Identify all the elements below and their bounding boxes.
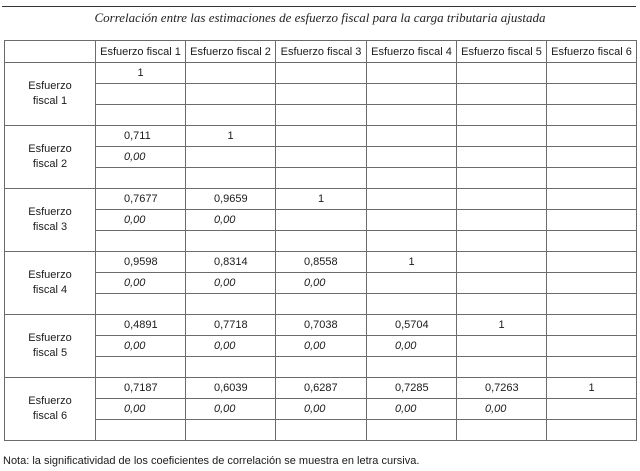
significance-cell	[186, 399, 276, 420]
coefficient-value: 0,4891	[124, 319, 158, 331]
significance-cell	[276, 399, 367, 420]
coefficient-cell	[96, 126, 186, 147]
empty-cell	[276, 231, 367, 252]
coefficient-row	[5, 189, 637, 210]
spacer-row	[5, 105, 637, 126]
empty-cell	[457, 357, 547, 378]
empty-cell	[186, 294, 276, 315]
empty-cell	[547, 105, 637, 126]
header-row	[5, 41, 637, 63]
column-header: Esfuerzo fiscal 2	[186, 41, 276, 63]
empty-cell	[457, 294, 547, 315]
coefficient-cell	[547, 252, 637, 273]
empty-cell	[457, 105, 547, 126]
empty-cell	[186, 168, 276, 189]
empty-cell	[457, 168, 547, 189]
significance-cell	[96, 147, 186, 168]
coefficient-cell	[547, 126, 637, 147]
row-header	[5, 126, 96, 189]
empty-cell	[276, 105, 367, 126]
significance-cell	[186, 273, 276, 294]
row-header-line: Esfuerzo	[28, 395, 72, 407]
row-header-line: Esfuerzo	[28, 80, 72, 92]
empty-cell	[276, 420, 367, 441]
empty-cell	[96, 294, 186, 315]
significance-cell	[547, 210, 637, 231]
significance-row	[5, 210, 637, 231]
significance-cell	[367, 273, 457, 294]
empty-cell	[367, 294, 457, 315]
coefficient-value: 0,7187	[124, 382, 158, 394]
coefficient-row	[5, 63, 637, 84]
significance-cell	[547, 336, 637, 357]
significance-cell	[186, 84, 276, 105]
coefficient-value: 1	[227, 130, 234, 142]
significance-cell	[367, 147, 457, 168]
significance-row	[5, 147, 637, 168]
significance-cell	[367, 84, 457, 105]
spacer-row	[5, 294, 637, 315]
row-header-line: Esfuerzo	[28, 143, 72, 155]
corner-cell	[5, 41, 96, 63]
empty-cell	[186, 105, 276, 126]
significance-cell	[457, 273, 547, 294]
coefficient-value: 0,7677	[124, 193, 158, 205]
coefficient-row	[5, 252, 637, 273]
column-header: Esfuerzo fiscal 6	[547, 41, 637, 63]
coefficient-value: 0,7263	[485, 382, 519, 394]
empty-cell	[186, 231, 276, 252]
coefficient-value: 0,8558	[304, 256, 338, 268]
empty-cell	[276, 168, 367, 189]
row-header-line: fiscal 3	[32, 221, 68, 233]
significance-value: 0,00	[304, 340, 326, 352]
significance-cell	[186, 210, 276, 231]
empty-cell	[367, 357, 457, 378]
significance-cell	[96, 273, 186, 294]
significance-value: 0,00	[124, 151, 146, 163]
column-header: Esfuerzo fiscal 1	[96, 41, 186, 63]
row-header-line: Esfuerzo	[28, 332, 72, 344]
significance-value: 0,00	[485, 403, 507, 415]
significance-value: 0,00	[124, 277, 146, 289]
coefficient-row	[5, 378, 637, 399]
coefficient-cell	[547, 315, 637, 336]
coefficient-cell	[367, 315, 457, 336]
empty-cell	[457, 231, 547, 252]
significance-row	[5, 84, 637, 105]
coefficient-value: 0,6039	[214, 382, 248, 394]
coefficient-cell	[367, 252, 457, 273]
empty-cell	[96, 420, 186, 441]
significance-value: 0,00	[124, 214, 146, 226]
significance-cell	[276, 84, 367, 105]
empty-cell	[276, 294, 367, 315]
significance-cell	[547, 84, 637, 105]
coefficient-cell	[367, 63, 457, 84]
significance-cell	[276, 336, 367, 357]
coefficient-cell	[547, 378, 637, 399]
row-header-line: fiscal 1	[32, 95, 68, 107]
significance-cell	[186, 336, 276, 357]
significance-value: 0,00	[214, 403, 236, 415]
coefficient-value: 0,6287	[304, 382, 338, 394]
significance-value: 0,00	[214, 277, 236, 289]
coefficient-value: 0,9598	[124, 256, 158, 268]
empty-cell	[367, 231, 457, 252]
significance-cell	[457, 210, 547, 231]
coefficient-cell	[457, 378, 547, 399]
significance-cell	[96, 336, 186, 357]
coefficient-cell	[276, 252, 367, 273]
coefficient-value: 1	[498, 319, 505, 331]
empty-cell	[367, 420, 457, 441]
coefficient-cell	[186, 252, 276, 273]
row-header	[5, 63, 96, 126]
significance-cell	[367, 336, 457, 357]
coefficient-cell	[276, 126, 367, 147]
coefficient-cell	[186, 378, 276, 399]
coefficient-value: 1	[588, 382, 595, 394]
spacer-row	[5, 231, 637, 252]
coefficient-cell	[457, 126, 547, 147]
significance-cell	[457, 399, 547, 420]
row-header	[5, 378, 96, 441]
coefficient-cell	[457, 315, 547, 336]
empty-cell	[547, 168, 637, 189]
significance-value: 0,00	[304, 277, 326, 289]
column-header: Esfuerzo fiscal 5	[457, 41, 547, 63]
coefficient-cell	[96, 63, 186, 84]
significance-cell	[457, 147, 547, 168]
row-header-line: Esfuerzo	[28, 206, 72, 218]
significance-cell	[276, 210, 367, 231]
row-header-line: fiscal 2	[32, 158, 68, 170]
coefficient-cell	[276, 63, 367, 84]
spacer-row	[5, 168, 637, 189]
significance-value: 0,00	[395, 340, 417, 352]
coefficient-value: 0,7718	[214, 319, 248, 331]
empty-cell	[367, 168, 457, 189]
row-header-line: fiscal 5	[32, 347, 68, 359]
significance-row	[5, 399, 637, 420]
coefficient-value: 0,7038	[304, 319, 338, 331]
column-header: Esfuerzo fiscal 4	[367, 41, 457, 63]
coefficient-value: 0,9659	[214, 193, 248, 205]
significance-cell	[96, 210, 186, 231]
coefficient-row	[5, 315, 637, 336]
coefficient-cell	[96, 315, 186, 336]
significance-value: 0,00	[214, 214, 236, 226]
spacer-row	[5, 420, 637, 441]
significance-cell	[457, 336, 547, 357]
row-header	[5, 252, 96, 315]
coefficient-value: 0,8314	[214, 256, 248, 268]
coefficient-cell	[547, 63, 637, 84]
coefficient-cell	[186, 126, 276, 147]
significance-cell	[186, 147, 276, 168]
empty-cell	[547, 231, 637, 252]
significance-value: 0,00	[214, 340, 236, 352]
coefficient-value: 1	[408, 256, 415, 268]
coefficient-cell	[186, 189, 276, 210]
footnote: Nota: la significatividad de los coeficientes de correlación se muestra en letra cursiva.	[3, 455, 420, 467]
significance-cell	[96, 399, 186, 420]
top-rule	[2, 6, 636, 7]
empty-cell	[276, 357, 367, 378]
significance-row	[5, 336, 637, 357]
coefficient-value: 1	[317, 193, 325, 205]
significance-value: 0,00	[395, 403, 417, 415]
coefficient-cell	[457, 189, 547, 210]
significance-cell	[457, 84, 547, 105]
empty-cell	[186, 420, 276, 441]
significance-cell	[276, 273, 367, 294]
coefficient-cell	[96, 252, 186, 273]
row-header-line: fiscal 4	[32, 284, 68, 296]
row-header-line: Esfuerzo	[28, 269, 72, 281]
significance-cell	[96, 84, 186, 105]
coefficient-cell	[457, 252, 547, 273]
row-header	[5, 189, 96, 252]
empty-cell	[96, 168, 186, 189]
column-header: Esfuerzo fiscal 3	[276, 41, 367, 63]
coefficient-value: 1	[137, 67, 144, 79]
coefficient-cell	[367, 126, 457, 147]
empty-cell	[457, 420, 547, 441]
significance-cell	[547, 399, 637, 420]
significance-cell	[547, 273, 637, 294]
coefficient-cell	[276, 189, 367, 210]
empty-cell	[547, 357, 637, 378]
coefficient-cell	[96, 378, 186, 399]
coefficient-cell	[186, 63, 276, 84]
significance-cell	[367, 399, 457, 420]
empty-cell	[547, 294, 637, 315]
coefficient-cell	[547, 189, 637, 210]
coefficient-cell	[276, 378, 367, 399]
correlation-table	[4, 40, 637, 441]
coefficient-cell	[96, 189, 186, 210]
significance-cell	[547, 147, 637, 168]
row-header-line: fiscal 6	[32, 410, 68, 422]
significance-cell	[276, 147, 367, 168]
coefficient-value: 0,5704	[395, 319, 429, 331]
coefficient-value: 0,711	[124, 130, 151, 142]
table-caption: Correlación entre las estimaciones de esfuerzo fiscal para la carga tributaria ajustada	[94, 10, 546, 25]
significance-row	[5, 273, 637, 294]
significance-cell	[367, 210, 457, 231]
coefficient-cell	[457, 63, 547, 84]
significance-value: 0,00	[124, 403, 146, 415]
empty-cell	[367, 105, 457, 126]
significance-value: 0,00	[304, 403, 326, 415]
empty-cell	[547, 420, 637, 441]
empty-cell	[96, 357, 186, 378]
coefficient-cell	[367, 189, 457, 210]
coefficient-cell	[367, 378, 457, 399]
empty-cell	[186, 357, 276, 378]
coefficient-cell	[186, 315, 276, 336]
spacer-row	[5, 357, 637, 378]
empty-cell	[96, 105, 186, 126]
empty-cell	[96, 231, 186, 252]
significance-value: 0,00	[124, 340, 146, 352]
coefficient-row	[5, 126, 637, 147]
coefficient-cell	[276, 315, 367, 336]
row-header	[5, 315, 96, 378]
coefficient-value: 0,7285	[395, 382, 429, 394]
